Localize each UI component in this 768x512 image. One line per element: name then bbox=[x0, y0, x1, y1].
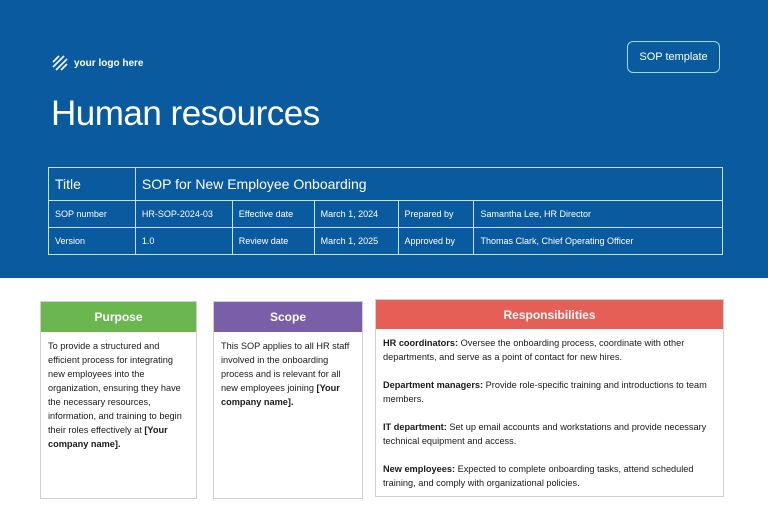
logo-icon bbox=[52, 55, 68, 71]
logo bbox=[52, 55, 143, 71]
sop-number-label: SOP number bbox=[49, 201, 136, 228]
scope-card bbox=[213, 301, 363, 499]
responsibility-text: Expected to complete onboarding tasks, attend scheduled training, and comply with organizational policies. bbox=[383, 464, 694, 488]
purpose-heading: Purpose bbox=[41, 302, 196, 332]
scope-heading: Scope bbox=[214, 302, 362, 332]
sop-meta-table bbox=[48, 167, 723, 255]
effective-date-label: Effective date bbox=[232, 201, 314, 228]
review-date-value: March 1, 2025 bbox=[314, 228, 398, 255]
responsibilities-card bbox=[375, 299, 724, 497]
sop-number-value: HR-SOP-2024-03 bbox=[135, 201, 232, 228]
purpose-body bbox=[41, 332, 196, 458]
prepared-by-value: Samantha Lee, HR Director bbox=[474, 201, 723, 228]
approved-by-label: Approved by bbox=[398, 228, 474, 255]
scope-text: This SOP applies to all HR staff involved in the onboarding process and is relevant for all new employees joining bbox=[221, 341, 350, 393]
list-item bbox=[383, 336, 716, 364]
purpose-company-placeholder: [Your company name]. bbox=[48, 425, 168, 449]
title-label: Title bbox=[49, 168, 136, 201]
responsibilities-body bbox=[376, 329, 723, 511]
responsibility-role: HR coordinators: bbox=[383, 338, 459, 348]
responsibility-role: Department managers: bbox=[383, 380, 484, 390]
page-title: Human resources bbox=[51, 94, 320, 133]
purpose-card bbox=[40, 301, 197, 499]
list-item bbox=[383, 462, 716, 490]
scope-body bbox=[214, 332, 362, 416]
responsibility-text: Set up email accounts and workstations and provide necessary technical equipment and access. bbox=[383, 422, 707, 446]
list-item bbox=[383, 378, 716, 406]
table-row bbox=[49, 228, 723, 255]
scope-company-placeholder: [Your company name]. bbox=[221, 383, 340, 407]
list-item bbox=[383, 420, 716, 448]
table-row bbox=[49, 168, 723, 201]
title-value: SOP for New Employee Onboarding bbox=[135, 168, 722, 201]
responsibility-text: Oversee the onboarding process, coordinate with other departments, and serve as a point of contact for new hires. bbox=[383, 338, 685, 362]
responsibility-role: IT department: bbox=[383, 422, 447, 432]
responsibility-role: New employees: bbox=[383, 464, 455, 474]
sop-template-button[interactable]: SOP template bbox=[627, 41, 720, 73]
version-label: Version bbox=[49, 228, 136, 255]
approved-by-value: Thomas Clark, Chief Operating Officer bbox=[474, 228, 723, 255]
responsibilities-heading: Responsibilities bbox=[376, 300, 723, 329]
version-value: 1.0 bbox=[135, 228, 232, 255]
prepared-by-label: Prepared by bbox=[398, 201, 474, 228]
logo-text: your logo here bbox=[74, 57, 144, 69]
review-date-label: Review date bbox=[232, 228, 314, 255]
effective-date-value: March 1, 2024 bbox=[314, 201, 398, 228]
responsibility-text: Provide role-specific training and introductions to team members. bbox=[383, 380, 707, 404]
table-row bbox=[49, 201, 723, 228]
purpose-text: To provide a structured and efficient process for integrating new employees into the organization, ensuring they have the necessary resources, information, and training to begin their roles effectively at bbox=[48, 341, 182, 435]
